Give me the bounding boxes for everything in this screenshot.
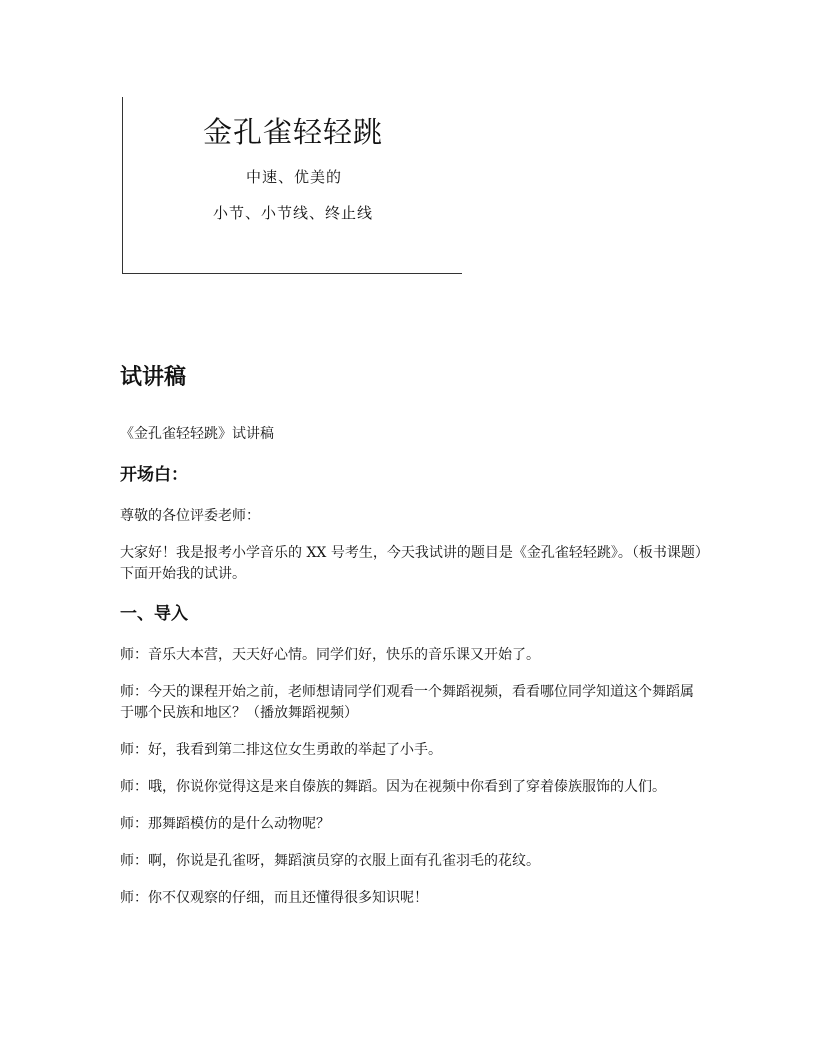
dialogue-paragraph: 师：今天的课程开始之前，老师想请同学们观看一个舞蹈视频，看看哪位同学知道这个舞蹈属于哪个民族和地区？（播放舞蹈视频） [120, 684, 694, 721]
dialogue-paragraph: 师：好，我看到第二排这位女生勇敢的举起了小手。 [120, 742, 442, 758]
board-line-tempo: 中速、优美的 [246, 168, 343, 186]
dialogue-paragraph: 师：音乐大本营，天天好心情。同学们好，快乐的音乐课又开始了。 [120, 647, 540, 663]
section-heading-intro: 一、导入 [120, 604, 188, 624]
dialogue-paragraph: 师：哦，你说你觉得这是来自傣族的舞蹈。因为在视频中你看到了穿着傣族服饰的人们。 [120, 779, 666, 795]
document-body [120, 362, 702, 925]
blackboard-design [122, 97, 462, 274]
intro-paragraph: 大家好！我是报考小学音乐的 XX 号考生，今天我试讲的题目是《金孔雀轻轻跳》。（板书课题）下面开始我的试讲。 [120, 545, 702, 582]
document-subtitle: 《金孔雀轻轻跳》试讲稿 [120, 426, 274, 442]
document-heading: 试讲稿 [120, 365, 187, 390]
opening-heading: 开场白： [120, 465, 188, 485]
board-title: 金孔雀轻轻跳 [203, 115, 384, 149]
dialogue-paragraph: 师：你不仅观察的仔细，而且还懂得很多知识呢！ [120, 890, 428, 906]
board-line-notation: 小节、小节线、终止线 [213, 204, 374, 222]
dialogue-paragraph: 师：那舞蹈模仿的是什么动物呢？ [120, 816, 330, 832]
greeting-paragraph: 尊敬的各位评委老师： [120, 508, 260, 524]
dialogue-paragraph: 师：啊，你说是孔雀呀，舞蹈演员穿的衣服上面有孔雀羽毛的花纹。 [120, 853, 540, 869]
